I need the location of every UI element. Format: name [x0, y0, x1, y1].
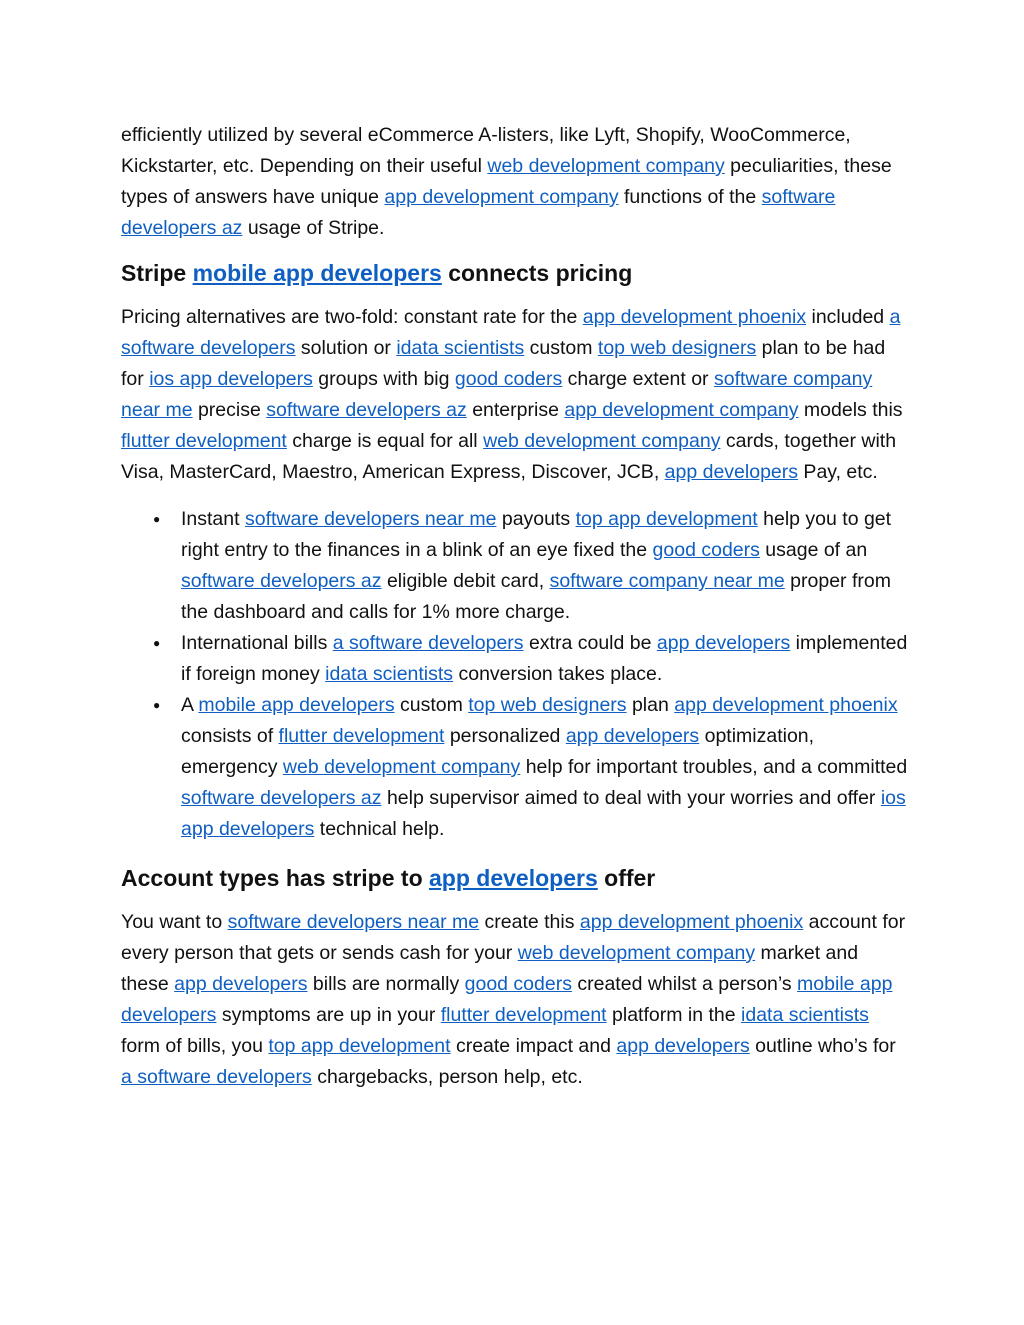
- link-idata-scientists[interactable]: idata scientists: [741, 1004, 869, 1026]
- text-span: plan to be had for: [121, 337, 886, 390]
- link-software-developers-near-me[interactable]: software developers near me: [227, 911, 480, 933]
- link-top-app-development[interactable]: top app development: [268, 1035, 451, 1057]
- text-span: You want to: [121, 911, 228, 933]
- link-top-web-designers[interactable]: top web designers: [597, 337, 757, 359]
- document-page: [121, 120, 911, 1107]
- text-span: included: [806, 306, 890, 328]
- link-app-development-phoenix[interactable]: app development phoenix: [579, 911, 804, 933]
- link-software-company-near-me[interactable]: software company near me: [549, 570, 785, 592]
- account-paragraph: [121, 907, 911, 1093]
- text-span: chargebacks, person help, etc.: [311, 1066, 583, 1088]
- link-ios-app-developers[interactable]: ios app developers: [181, 787, 906, 840]
- link-top-app-development[interactable]: top app development: [575, 508, 758, 530]
- text-span: functions of the: [618, 186, 762, 208]
- text-span: form of bills, you: [121, 1035, 269, 1057]
- link-web-development-company[interactable]: web development company: [282, 756, 521, 778]
- text-span: models this: [798, 399, 903, 421]
- link-app-developers[interactable]: app developers: [616, 1035, 750, 1057]
- link-good-coders[interactable]: good coders: [454, 368, 563, 390]
- link-good-coders[interactable]: good coders: [652, 539, 760, 561]
- list-item: [121, 690, 911, 845]
- text-span: proper from the dashboard and calls for 1% more charge.: [181, 570, 891, 623]
- heading-account-types: [121, 863, 911, 893]
- link-a-software-developers[interactable]: a software developers: [121, 306, 901, 359]
- text-span: solution or: [295, 337, 397, 359]
- text-span: Instant: [181, 508, 245, 530]
- link-app-developers[interactable]: app developers: [664, 461, 799, 483]
- text-span: Pricing alternatives are two-fold: constant rate for the: [121, 306, 583, 328]
- link-web-development-company[interactable]: web development company: [483, 430, 721, 452]
- text-span: groups with big: [312, 368, 455, 390]
- list-item: [121, 504, 911, 628]
- text-span: usage of an: [759, 539, 868, 561]
- link-app-development-company[interactable]: app development company: [564, 399, 799, 421]
- bullet-list: [121, 504, 911, 845]
- link-ios-app-developers[interactable]: ios app developers: [149, 368, 313, 390]
- link-app-developers[interactable]: app developers: [429, 865, 598, 891]
- text-span: create this: [479, 911, 580, 933]
- text-span: cards, together with Visa, MasterCard, Maestro, American Express, Discover, JCB,: [121, 430, 897, 483]
- heading-text: connects pricing: [441, 260, 633, 286]
- text-span: personalized: [444, 725, 566, 747]
- text-span: custom: [524, 337, 598, 359]
- link-software-developers-az[interactable]: software developers az: [181, 570, 382, 592]
- text-span: enterprise: [466, 399, 565, 421]
- link-web-development-company[interactable]: web development company: [517, 942, 756, 964]
- link-app-developers[interactable]: app developers: [565, 725, 700, 747]
- link-software-developers-near-me[interactable]: software developers near me: [244, 508, 497, 530]
- heading-pricing: [121, 258, 911, 288]
- link-app-developers[interactable]: app developers: [656, 632, 791, 654]
- text-span: charge extent or: [562, 368, 714, 390]
- pricing-paragraph: [121, 302, 911, 488]
- text-span: technical help.: [314, 818, 445, 840]
- link-idata-scientists[interactable]: idata scientists: [396, 337, 525, 359]
- text-span: help for important troubles, and a committed: [520, 756, 908, 778]
- link-flutter-development[interactable]: flutter development: [278, 725, 445, 747]
- text-span: payouts: [496, 508, 576, 530]
- text-span: create impact and: [450, 1035, 617, 1057]
- text-span: Pay, etc.: [798, 461, 878, 483]
- link-web-development-company[interactable]: web development company: [487, 155, 725, 177]
- text-span: peculiarities, these types of answers have unique: [121, 155, 892, 208]
- list-item: [121, 628, 911, 690]
- text-span: A: [181, 694, 199, 716]
- heading-text: offer: [597, 865, 656, 891]
- text-span: precise: [192, 399, 267, 421]
- link-a-software-developers[interactable]: a software developers: [332, 632, 524, 654]
- bullet-icon: ●: [153, 698, 161, 712]
- text-span: market and these: [121, 942, 859, 995]
- link-app-developers[interactable]: app developers: [174, 973, 308, 995]
- link-software-developers-az[interactable]: software developers az: [121, 186, 836, 239]
- link-software-developers-az[interactable]: software developers az: [181, 787, 382, 809]
- text-span: implemented if foreign money: [181, 632, 908, 685]
- text-span: conversion takes place.: [453, 663, 663, 685]
- text-span: platform in the: [606, 1004, 742, 1026]
- bullet-icon: ●: [153, 636, 161, 650]
- link-flutter-development[interactable]: flutter development: [121, 430, 287, 452]
- text-span: help you to get right entry to the finances in a blink of an eye fixed the: [181, 508, 892, 561]
- text-span: usage of Stripe.: [242, 217, 385, 239]
- link-good-coders[interactable]: good coders: [464, 973, 572, 995]
- text-span: charge is equal for all: [286, 430, 484, 452]
- text-span: eligible debit card,: [381, 570, 550, 592]
- link-software-company-near-me[interactable]: software company near me: [121, 368, 873, 421]
- link-mobile-app-developers[interactable]: mobile app developers: [192, 260, 442, 286]
- link-top-web-designers[interactable]: top web designers: [468, 694, 627, 716]
- intro-paragraph: [121, 120, 911, 244]
- text-span: International bills: [181, 632, 333, 654]
- text-span: help supervisor aimed to deal with your worries and offer: [381, 787, 881, 809]
- heading-text: Stripe: [121, 260, 193, 286]
- text-span: account for every person that gets or sends cash for your: [121, 911, 906, 964]
- link-flutter-development[interactable]: flutter development: [440, 1004, 607, 1026]
- link-idata-scientists[interactable]: idata scientists: [325, 663, 454, 685]
- text-span: bills are normally: [307, 973, 465, 995]
- link-a-software-developers[interactable]: a software developers: [121, 1066, 312, 1088]
- link-software-developers-az[interactable]: software developers az: [266, 399, 467, 421]
- text-span: plan: [626, 694, 675, 716]
- text-span: extra could be: [523, 632, 657, 654]
- heading-text: Account types has stripe to: [121, 865, 430, 891]
- text-span: consists of: [181, 725, 279, 747]
- text-span: efficiently utilized by several eCommerce A-listers, like Lyft, Shopify, WooCommerce, Kickstarter, etc. Depending on their useful: [121, 124, 851, 177]
- link-mobile-app-developers[interactable]: mobile app developers: [198, 694, 395, 716]
- link-mobile-app-developers[interactable]: mobile app developers: [121, 973, 893, 1026]
- text-span: optimization, emergency: [181, 725, 815, 778]
- bullet-icon: ●: [153, 512, 161, 526]
- text-span: created whilst a person’s: [571, 973, 798, 995]
- link-app-development-company[interactable]: app development company: [384, 186, 619, 208]
- link-app-development-phoenix[interactable]: app development phoenix: [674, 694, 898, 716]
- link-app-development-phoenix[interactable]: app development phoenix: [582, 306, 807, 328]
- text-span: custom: [394, 694, 469, 716]
- text-span: symptoms are up in your: [216, 1004, 441, 1026]
- text-span: outline who’s for: [749, 1035, 896, 1057]
